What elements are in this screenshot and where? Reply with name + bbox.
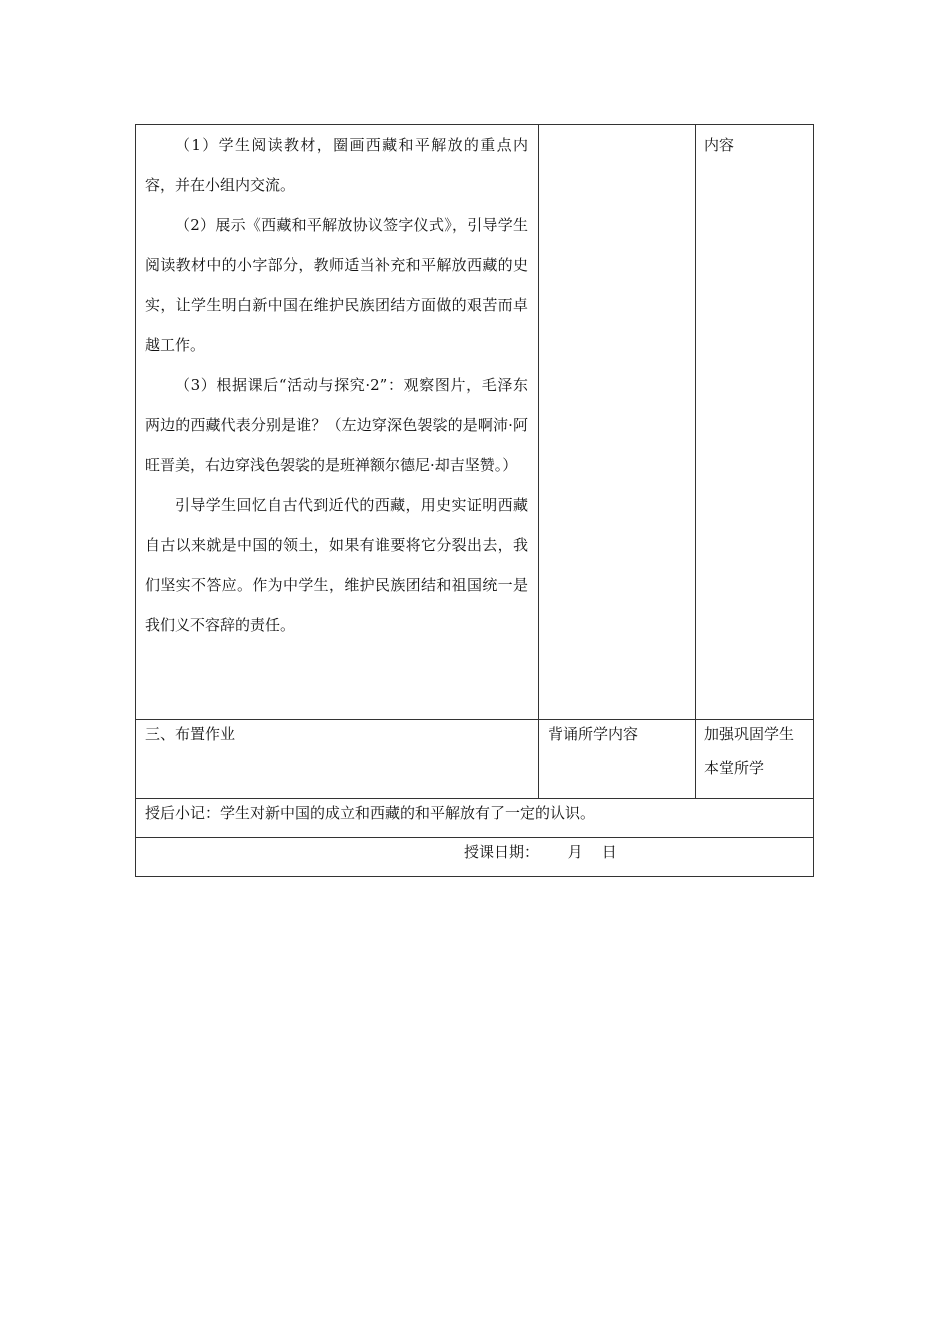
date-day: 日	[601, 843, 617, 861]
design-intent-text: 内容	[704, 136, 735, 154]
date-month: 月	[567, 843, 583, 861]
homework-purpose	[696, 720, 814, 799]
teaching-content-cell	[136, 125, 539, 720]
date-label: 授课日期：	[464, 843, 540, 861]
homework-purpose-line1: 加强巩固学生	[704, 725, 795, 743]
post-lesson-record: 授后小记：学生对新中国的成立和西藏的和平解放有了一定的认识。	[136, 799, 814, 838]
student-activity-cell	[539, 125, 696, 720]
teaching-process-row	[136, 125, 814, 720]
paragraph-1: （1）学生阅读教材，圈画西藏和平解放的重点内容，并在小组内交流。	[145, 136, 528, 194]
paragraph-4: 引导学生回忆自古代到近代的西藏，用史实证明西藏自古以来就是中国的领土，如果有谁要将它分裂出去，我们坚实不答应。作为中学生，维护民族团结和祖国统一是我们义不容辞的责任。	[145, 496, 528, 634]
date-cell	[136, 838, 814, 877]
homework-purpose-line2: 本堂所学	[704, 759, 765, 777]
design-intent-cell	[696, 125, 814, 720]
homework-activity: 背诵所学内容	[539, 720, 696, 799]
post-lesson-record-row	[136, 799, 814, 838]
paragraph-3: （3）根据课后“活动与探究·2”：观察图片，毛泽东两边的西藏代表分别是谁？（左边穿深色袈裟的是啊沛·阿旺晋美，右边穿浅色袈裟的是班禅额尔德尼·却吉坚赞。）	[145, 376, 528, 474]
date-row	[136, 838, 814, 877]
paragraph-2: （2）展示《西藏和平解放协议签字仪式》，引导学生阅读教材中的小字部分，教师适当补充和平解放西藏的史实，让学生明白新中国在维护民族团结方面做的艰苦而卓越工作。	[145, 216, 528, 354]
homework-row	[136, 720, 814, 799]
lesson-plan-table	[135, 124, 814, 877]
homework-label: 三、布置作业	[136, 720, 539, 799]
